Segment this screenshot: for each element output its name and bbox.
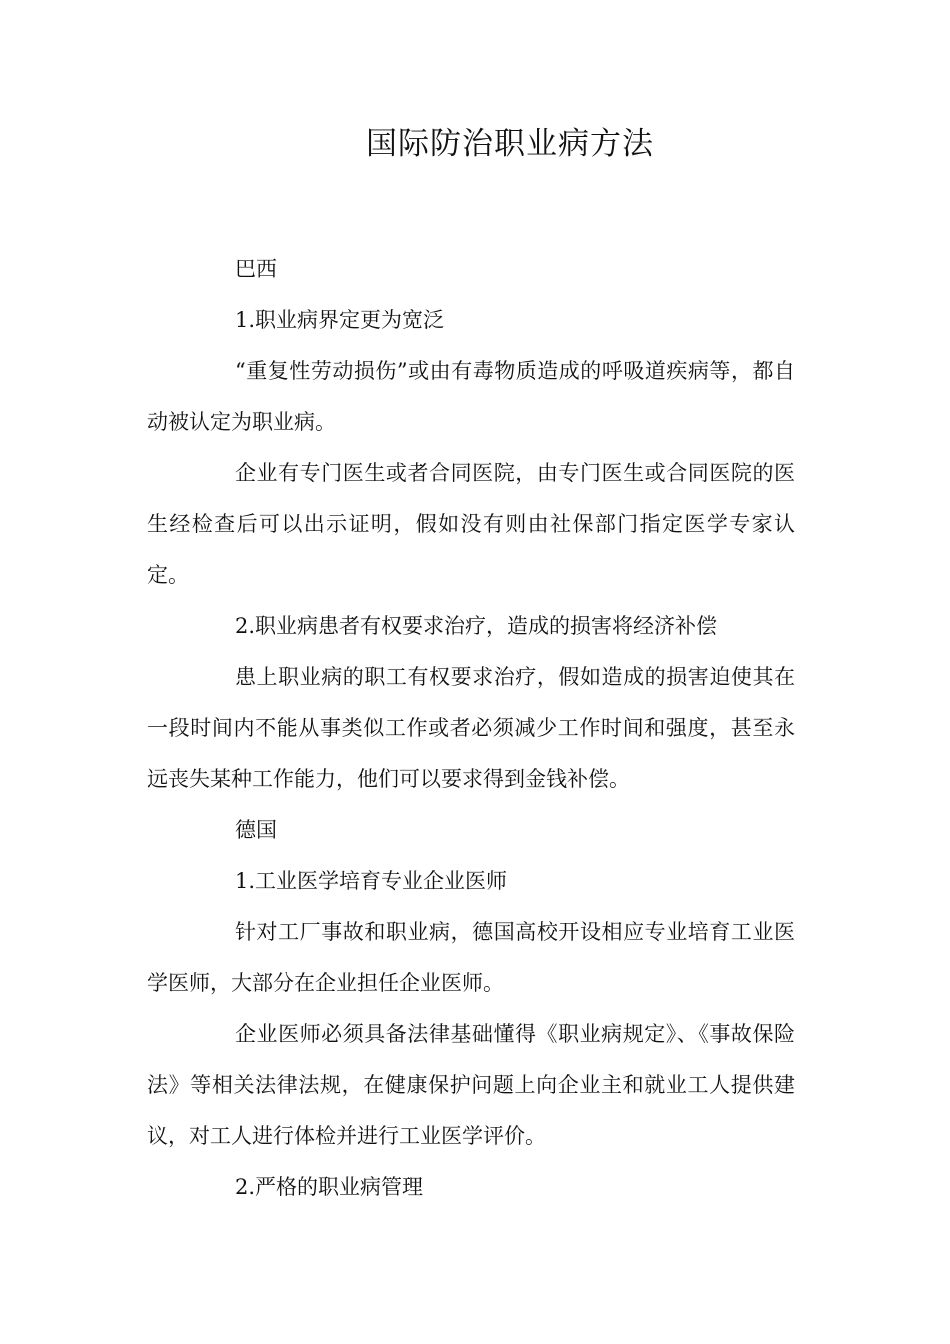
subheading-germany-1: 1.工业医学培育专业企业医师 <box>235 869 508 893</box>
document-body <box>147 244 795 1213</box>
paragraph: “重复性劳动损伤”或由有毒物质造成的呼吸道疾病等，都自动被认定为职业病。 <box>147 359 795 434</box>
paragraph: 患上职业病的职工有权要求治疗，假如造成的损害迫使其在一段时间内不能从事类似工作或者必须减少工作时间和强度，甚至永远丧失某种工作能力，他们可以要求得到金钱补偿。 <box>147 665 795 791</box>
paragraph: 企业医师必须具备法律基础懂得《职业病规定》、《事故保险法》等相关法律法规，在健康保护问题上向企业主和就业工人提供建议，对工人进行体检并进行工业医学评价。 <box>147 1022 795 1148</box>
subheading-germany-2: 2.严格的职业病管理 <box>235 1175 424 1199</box>
subheading-brazil-2: 2.职业病患者有权要求治疗，造成的损害将经济补偿 <box>235 614 718 638</box>
section-heading-germany: 德国 <box>235 818 277 842</box>
paragraph: 企业有专门医生或者合同医院，由专门医生或合同医院的医生经检查后可以出示证明，假如没有则由社保部门指定医学专家认定。 <box>147 461 795 587</box>
subheading-brazil-1: 1.职业病界定更为宽泛 <box>235 308 445 332</box>
document-title: 国际防治职业病方法 <box>366 126 654 162</box>
section-heading-brazil: 巴西 <box>235 257 277 281</box>
paragraph: 针对工厂事故和职业病，德国高校开设相应专业培育工业医学医师，大部分在企业担任企业医师。 <box>147 920 795 995</box>
